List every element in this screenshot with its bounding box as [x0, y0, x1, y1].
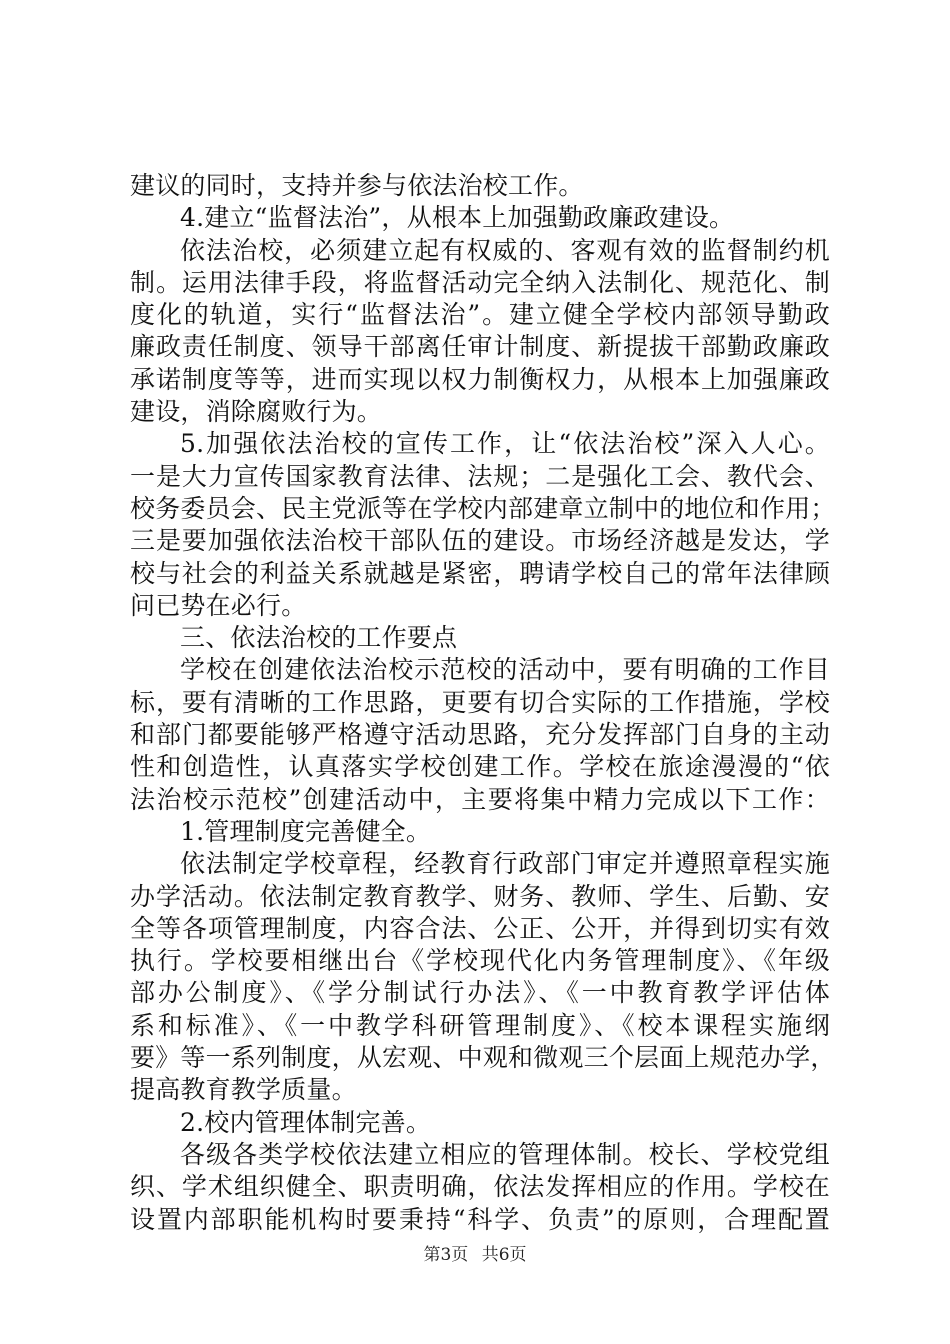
text-line: 系和标准》、《一中教学科研管理制度》、《校本课程实施纲: [130, 1010, 830, 1040]
text-line: 要》等一系列制度，从宏观、中观和微观三个层面上规范办学，: [130, 1043, 836, 1073]
text-line: 4.建立“监督法治”，从根本上加强勤政廉政建设。: [180, 203, 735, 233]
text-line: 度化的轨道，实行“监督法治”。建立健全学校内部领导勤政: [130, 300, 830, 330]
text-line: 问已势在必行。: [130, 590, 307, 620]
document-body: [130, 170, 836, 1236]
text-line: 设置内部职能机构时要秉持“科学、负责”的原则，合理配置: [130, 1204, 830, 1234]
text-line: 5.加强依法治校的宣传工作，让“依法治校”深入人心。: [180, 429, 830, 459]
text-line: 1.管理制度完善健全。: [180, 816, 432, 846]
text-line: 法治校示范校”创建活动中，主要将集中精力完成以下工作：: [130, 784, 830, 814]
text-line: 提高教育教学质量。: [130, 1075, 357, 1105]
text-line: 制。运用法律手段，将监督活动完全纳入法制化、规范化、制: [130, 267, 830, 297]
text-line: 2.校内管理体制完善。: [180, 1107, 432, 1137]
text-line: 和部门都要能够严格遵守活动思路，充分发挥部门自身的主动: [130, 720, 830, 750]
text-line: 建议的同时，支持并参与依法治校工作。: [130, 171, 584, 200]
text-line: 三、依法治校的工作要点: [180, 623, 458, 653]
text-line: 全等各项管理制度，内容合法、公正、公开，并得到切实有效: [130, 913, 830, 943]
text-line: 承诺制度等等，进而实现以权力制衡权力，从根本上加强廉政: [130, 364, 830, 394]
text-line: 三是要加强依法治校干部队伍的建设。市场经济越是发达，学: [130, 526, 830, 556]
text-line: 依法治校，必须建立起有权威的、客观有效的监督制约机: [180, 235, 830, 265]
text-line: 性和创造性，认真落实学校创建工作。学校在旅途漫漫的“依: [130, 752, 830, 782]
text-line: 标，要有清晰的工作思路，更要有切合实际的工作措施，学校: [130, 687, 830, 717]
text-line: 部办公制度》、《学分制试行办法》、《一中教育教学评估体: [130, 978, 830, 1008]
text-line: 校与社会的利益关系就越是紧密，聘请学校自己的常年法律顾: [130, 558, 830, 588]
text-line: 一是大力宣传国家教育法律、法规；二是强化工会、教代会、: [130, 461, 830, 491]
text-line: 校务委员会、民主党派等在学校内部建章立制中的地位和作用；: [130, 493, 836, 523]
text-line: 各级各类学校依法建立相应的管理体制。校长、学校党组: [180, 1139, 830, 1169]
text-line: 织、学术组织健全、职责明确，依法发挥相应的作用。学校在: [130, 1172, 830, 1202]
page-total: 共6页: [481, 1245, 527, 1265]
text-line: 办学活动。依法制定教育教学、财务、教师、学生、后勤、安: [130, 881, 830, 911]
text-line: 建设，消除腐败行为。: [130, 397, 383, 427]
page-number: 第3页: [423, 1245, 469, 1265]
text-line: 执行。学校要相继出台《学校现代化内务管理制度》、《年级: [130, 946, 830, 976]
text-line: 学校在创建依法治校示范校的活动中，要有明确的工作目: [180, 655, 830, 685]
text-line: 依法制定学校章程，经教育行政部门审定并遵照章程实施: [180, 849, 830, 879]
page-footer: [0, 1244, 950, 1266]
text-line: 廉政责任制度、领导干部离任审计制度、新提拔干部勤政廉政: [130, 332, 830, 362]
